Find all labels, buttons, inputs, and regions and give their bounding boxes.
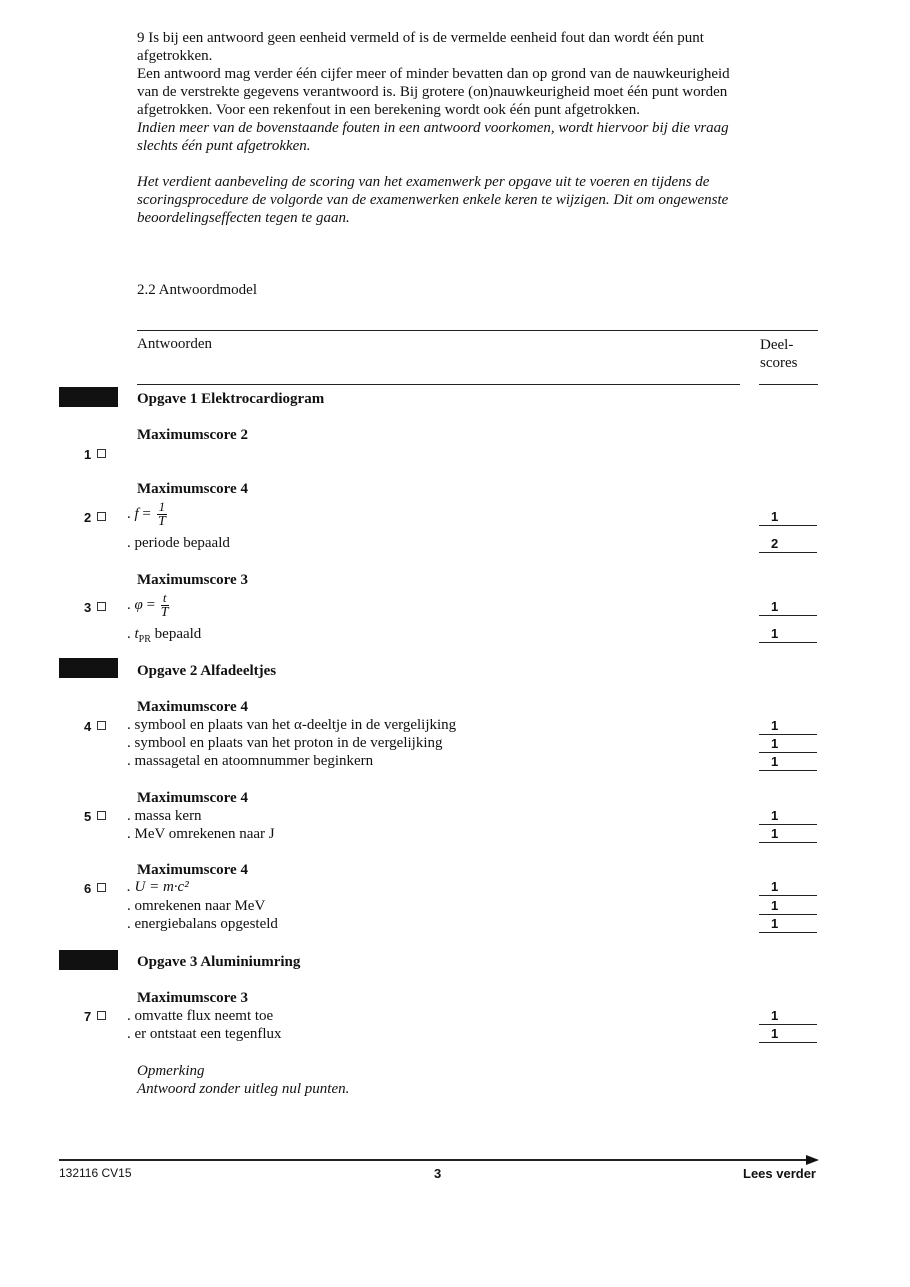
footer-code: 132116 CV15 [59, 1166, 132, 1180]
q5-item-1: . massa kern [127, 808, 202, 824]
q4-number: 4 [84, 719, 114, 734]
remark-text: Antwoord zonder uitleg nul punten. [137, 1081, 350, 1097]
q2-number: 2 [84, 510, 114, 525]
opgave-2-title: Opgave 2 Alfadeeltjes [137, 663, 277, 679]
checkbox-icon [97, 512, 106, 521]
checkbox-icon [97, 883, 106, 892]
checkbox-icon [97, 1011, 106, 1020]
q2-formula: . f = $\frac{1}{T}$ [127, 499, 166, 529]
q6-maxscore: Maximumscore 4 [137, 862, 248, 878]
checkbox-icon [97, 449, 106, 458]
checkbox-icon [97, 721, 106, 730]
q7-maxscore: Maximumscore 3 [137, 990, 248, 1006]
opgave-3-marker [59, 950, 118, 970]
checkbox-icon [97, 811, 106, 820]
q3-item-1: . $t_{PR}$ bepaald [127, 626, 202, 645]
intro-rule-multiple: Indien meer van de bovenstaande fouten in een antwoord voorkomen, wordt hiervoor bij die vraag slechts één punt afgetrokken. [137, 120, 729, 154]
q5-item-2: . MeV omrekenen naar J [127, 826, 275, 842]
intro-rule-9: 9 Is bij een antwoord geen eenheid vermeld of is de vermelde eenheid fout dan wordt één punt afgetrokken. [137, 30, 704, 64]
opgave-1-marker [59, 387, 118, 407]
q3-score-2: 1 [759, 625, 817, 643]
q7-score-2: 1 [759, 1025, 817, 1043]
q3-maxscore: Maximumscore 3 [137, 572, 248, 588]
checkbox-icon [97, 602, 106, 611]
table-top-rule [137, 330, 818, 331]
q3-number: 3 [84, 600, 114, 615]
arrow-right-icon [806, 1154, 820, 1166]
q4-item-1: . symbool en plaats van het α-deeltje in de vergelijking [127, 717, 457, 733]
q5-maxscore: Maximumscore 4 [137, 790, 248, 806]
q4-item-3: . massagetal en atoomnummer beginkern [127, 753, 374, 769]
answers-header-rule [137, 384, 740, 385]
q5-score-2: 1 [759, 825, 817, 843]
q3-formula: . φ = $\frac{t}{T}$ [127, 590, 169, 620]
q4-maxscore: Maximumscore 4 [137, 699, 248, 715]
intro-rule-precision: Een antwoord mag verder één cijfer meer of minder bevatten dan op grond van de nauwkeurigheid van de verstrekte gegevens verantwoord is. Bij grotere (on)nauwkeurigheid moet één punt worden afgetrokken. Voor een rekenfout in een berekening wordt ook één punt afgetrokken. [137, 66, 730, 118]
q5-number: 5 [84, 809, 114, 824]
remark-title: Opmerking [137, 1063, 205, 1079]
q5-score-1: 1 [759, 807, 817, 825]
opgave-2-marker [59, 658, 118, 678]
footer-rule [59, 1159, 811, 1161]
q2-item-1: . periode bepaald [127, 535, 230, 551]
q6-score-3: 1 [759, 915, 817, 933]
q6-formula: . U = m·c² [127, 879, 189, 895]
page-number: 3 [434, 1166, 442, 1181]
q6-score-2: 1 [759, 897, 817, 915]
scores-header-rule [759, 384, 818, 385]
q1-maxscore: Maximumscore 2 [137, 427, 248, 443]
q6-item-2: . energiebalans opgesteld [127, 916, 278, 932]
section-heading: 2.2 Antwoordmodel [137, 282, 257, 298]
q2-score-1: 1 [759, 508, 817, 526]
q4-score-2: 1 [759, 735, 817, 753]
q1-number: 1 [84, 447, 114, 462]
q6-score-1: 1 [759, 878, 817, 896]
q4-score-1: 1 [759, 717, 817, 735]
q2-score-2: 2 [759, 535, 817, 553]
q7-score-1: 1 [759, 1007, 817, 1025]
q6-item-1: . omrekenen naar MeV [127, 898, 266, 914]
intro-text [137, 29, 747, 227]
scores-column-header: Deel- scores [760, 337, 798, 371]
q4-item-2: . symbool en plaats van het proton in de vergelijking [127, 735, 443, 751]
intro-recommendation: Het verdient aanbeveling de scoring van het examenwerk per opgave uit te voeren en tijdens de scoringsprocedure de volgorde van de examenwerken enkele keren te wijzigen. Dit om ongewenste beoordelingseffecten tegen te gaan. [137, 174, 729, 226]
q7-number: 7 [84, 1009, 114, 1024]
q2-maxscore: Maximumscore 4 [137, 481, 248, 497]
answers-column-header: Antwoorden [137, 336, 212, 352]
q4-score-3: 1 [759, 753, 817, 771]
q7-remark [137, 1062, 349, 1098]
q7-item-1: . omvatte flux neemt toe [127, 1008, 274, 1024]
next-page-link[interactable]: Lees verder [743, 1166, 816, 1181]
q3-score-1: 1 [759, 598, 817, 616]
opgave-3-title: Opgave 3 Aluminiumring [137, 954, 301, 970]
q6-number: 6 [84, 881, 114, 896]
q7-item-2: . er ontstaat een tegenflux [127, 1026, 282, 1042]
opgave-1-title: Opgave 1 Elektrocardiogram [137, 391, 325, 407]
